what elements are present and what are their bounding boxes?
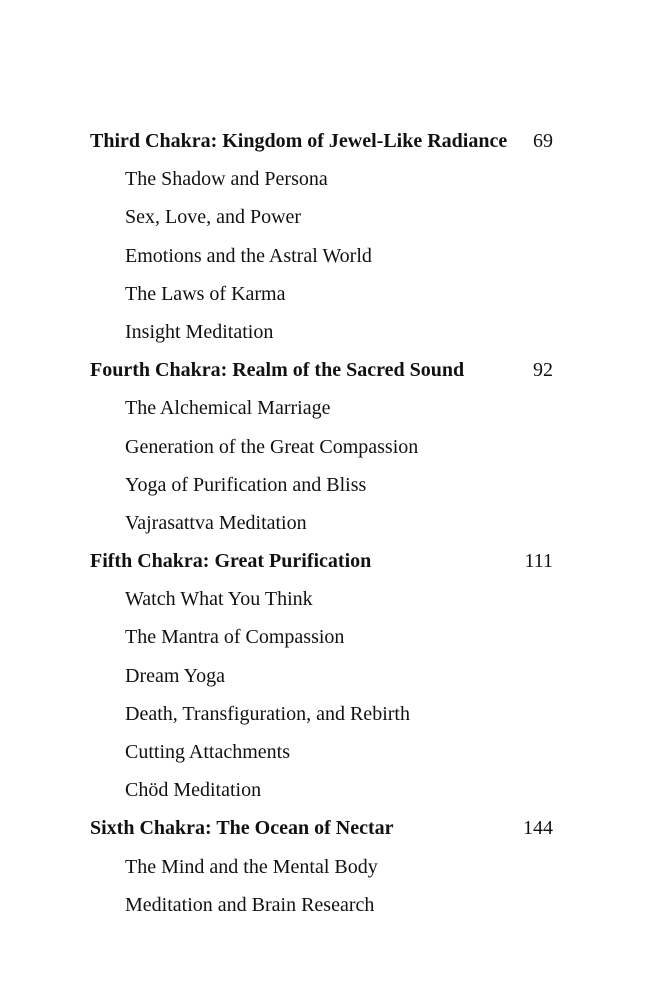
- toc-chapter-row: [90, 122, 553, 160]
- toc-subitem: Sex, Love, and Power: [125, 206, 302, 229]
- toc-subitem: Insight Meditation: [125, 320, 274, 343]
- toc-subitem: Yoga of Purification and Bliss: [125, 473, 367, 496]
- toc-subitem: Vajrasattva Meditation: [125, 511, 307, 534]
- toc-subitem: Meditation and Brain Research: [125, 893, 375, 916]
- toc-subitem: Chöd Meditation: [125, 779, 262, 802]
- toc-subitem: Watch What You Think: [125, 588, 313, 611]
- chapter-title: Fifth Chakra: Great Purification: [90, 550, 372, 573]
- chapter-title: Sixth Chakra: The Ocean of Nectar: [90, 817, 394, 840]
- toc-chapter-row: [90, 542, 553, 580]
- toc-subitem: Dream Yoga: [125, 664, 225, 687]
- chapter-page-number: 69: [533, 130, 553, 152]
- toc-subitem: The Laws of Karma: [125, 282, 286, 305]
- chapter-page-number: 92: [533, 359, 553, 382]
- toc-subitem: Cutting Attachments: [125, 741, 290, 763]
- toc-chapter-row: [90, 809, 553, 847]
- toc-subitem: The Mind and the Mental Body: [125, 855, 378, 878]
- toc-list: [90, 122, 553, 924]
- chapter-page-number: 111: [524, 550, 553, 573]
- chapter-title: Third Chakra: Kingdom of Jewel-Like Radiance: [90, 130, 508, 152]
- toc-subitem: Generation of the Great Compassion: [125, 435, 419, 458]
- toc-subitem: The Mantra of Compassion: [125, 626, 345, 649]
- toc-chapter-row: [90, 351, 553, 389]
- chapter-page-number: 144: [523, 817, 553, 840]
- toc-subitem: Emotions and the Astral World: [125, 244, 372, 267]
- toc-subitem: Death, Transfiguration, and Rebirth: [125, 702, 410, 725]
- toc-subitem: The Alchemical Marriage: [125, 397, 331, 420]
- chapter-title: Fourth Chakra: Realm of the Sacred Sound: [90, 359, 465, 382]
- toc-subitem: The Shadow and Persona: [125, 168, 328, 191]
